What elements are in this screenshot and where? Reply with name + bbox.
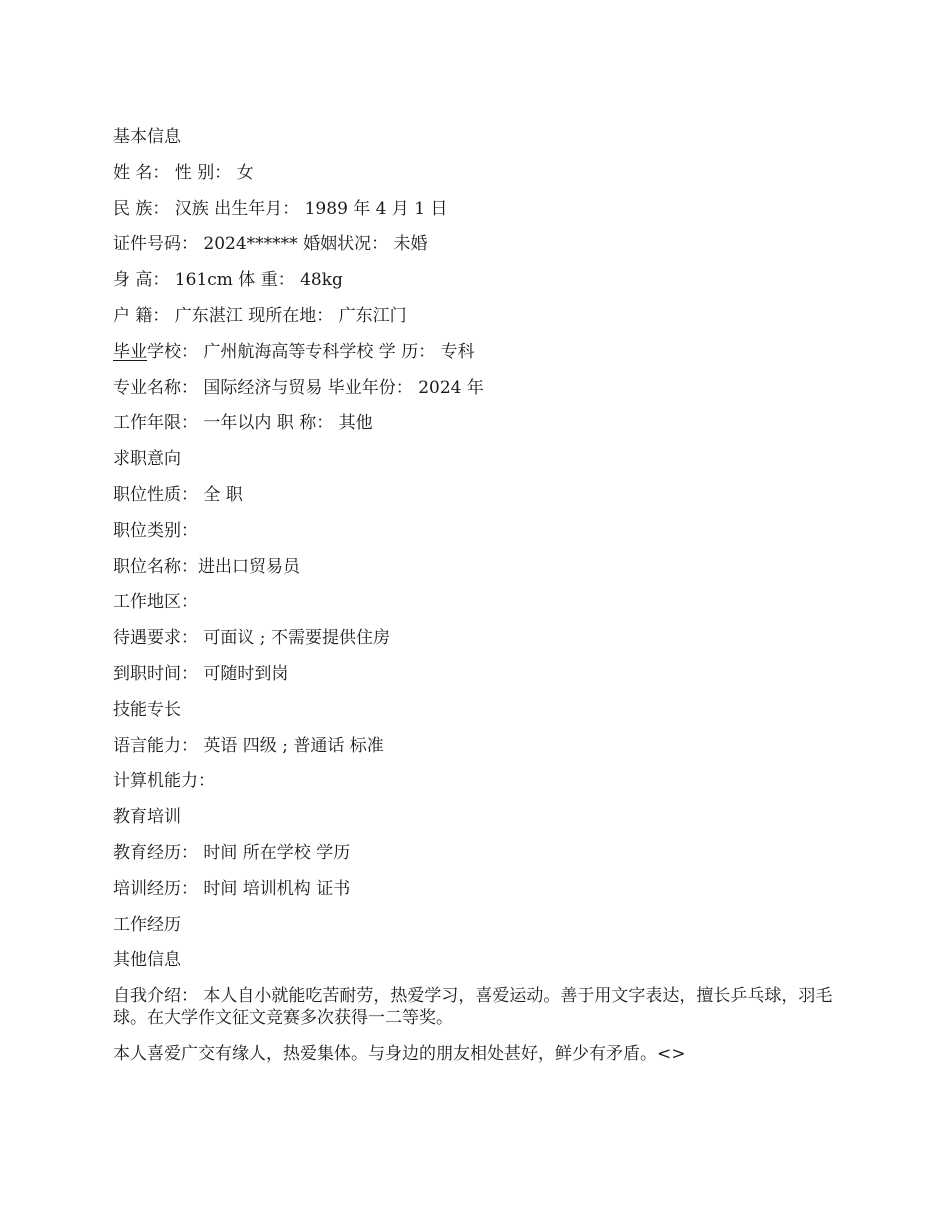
- job-nature-line: 职位性质： 全 职: [113, 484, 243, 505]
- section-heading-basic-info: 基本信息: [113, 127, 181, 147]
- ethnicity-birth-line: 民 族： 汉族 出生年月： 1989 年 4 月 1 日: [113, 198, 448, 219]
- school-degree-line: [113, 341, 833, 363]
- training-history-line: 培训经历： 时间 培训机构 证书: [113, 878, 351, 899]
- work-region-line: 工作地区：: [113, 592, 198, 613]
- resume-content: [113, 126, 833, 1079]
- social-paragraph: 本人喜爱广交有缘人，热爱集体。与身边的朋友相处甚好，鲜少有矛盾。<>: [113, 1043, 686, 1064]
- education-history-line: 教育经历： 时间 所在学校 学历: [113, 842, 351, 863]
- salary-line: 待遇要求： 可面议 ; 不需要提供住房: [113, 628, 390, 649]
- section-heading-education: 教育培训: [113, 807, 181, 828]
- section-heading-skills: 技能专长: [113, 699, 181, 720]
- height-weight-line: 身 高： 161cm 体 重： 48kg: [113, 270, 343, 291]
- section-heading-job-intent: 求职意向: [113, 449, 181, 470]
- arrival-time-line: 到职时间： 可随时到岗: [113, 663, 289, 684]
- computer-skill-line: 计算机能力：: [113, 771, 215, 792]
- language-skill-line: 语言能力： 英语 四级 ; 普通话 标准: [113, 735, 384, 756]
- major-graduation-line: 专业名称： 国际经济与贸易 毕业年份： 2024 年: [113, 377, 484, 398]
- self-intro-paragraph: 自我介绍： 本人自小就能吃苦耐劳，热爱学习，喜爱运动。善于用文字表达，擅长乒乓球，羽毛球。在大学作文征文竞赛多次获得一二等奖。: [113, 986, 833, 1029]
- id-marital-line: 证件号码： 2024****** 婚姻状况： 未婚: [113, 234, 428, 255]
- section-heading-work: 工作经历: [113, 914, 181, 935]
- hukou-location-line: 户 籍： 广东湛江 现所在地： 广东江门: [113, 305, 407, 326]
- school-degree-text: 学校： 广州航海高等专科学校 学 历： 专科: [147, 341, 475, 362]
- section-heading-other: 其他信息: [113, 950, 181, 971]
- job-title-line: 职位名称：进出口贸易员: [113, 556, 300, 577]
- work-years-title-line: 工作年限： 一年以内 职 称： 其他: [113, 413, 373, 434]
- name-gender-line: 姓 名： 性 别： 女: [113, 162, 254, 183]
- job-category-line: 职位类别：: [113, 520, 198, 541]
- school-prefix-link[interactable]: 毕业: [113, 341, 147, 362]
